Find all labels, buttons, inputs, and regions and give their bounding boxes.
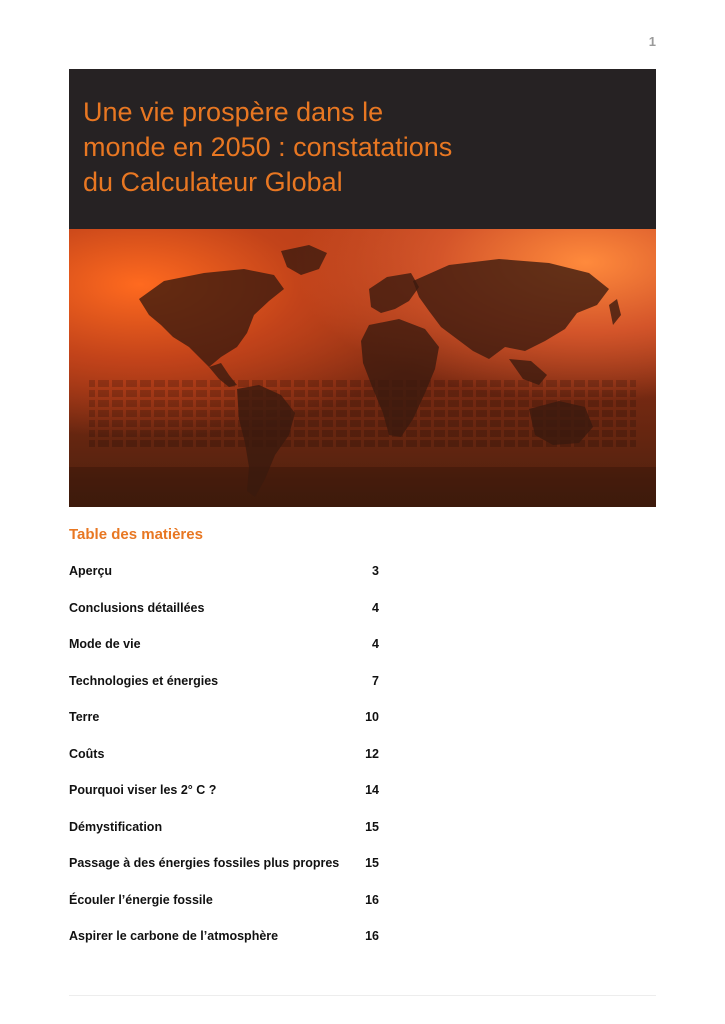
document-title: [83, 95, 643, 200]
toc-entry[interactable]: [69, 635, 381, 672]
toc-entry[interactable]: [69, 818, 381, 855]
toc-entry-page: 15: [365, 856, 379, 870]
footer-divider: [69, 995, 656, 996]
toc-heading: Table des matières: [69, 526, 203, 543]
toc-entry-label: Passage à des énergies fossiles plus propres: [69, 856, 340, 870]
toc-entry-page: 14: [365, 783, 379, 797]
page-number: 1: [648, 34, 656, 49]
toc-entry-label: Mode de vie: [69, 637, 141, 651]
toc-entry[interactable]: [69, 854, 381, 891]
toc-entry[interactable]: [69, 672, 381, 709]
world-map-image: [69, 229, 656, 507]
title-line-3: du Calculateur Global: [83, 167, 343, 197]
toc-entry-page: 16: [365, 929, 379, 943]
toc-entry-label: Aspirer le carbone de l’atmosphère: [69, 929, 279, 943]
toc-entry[interactable]: [69, 599, 381, 636]
toc-entry-label: Technologies et énergies: [69, 673, 219, 688]
toc-entry-label: Écouler l’énergie fossile: [69, 892, 213, 907]
toc-entry-page: 7: [372, 673, 379, 688]
toc-entry-label: Aperçu: [69, 564, 113, 578]
toc-entry[interactable]: [69, 708, 381, 745]
title-band: [69, 69, 656, 229]
toc-entry-label: Coûts: [69, 746, 105, 761]
toc-entry[interactable]: [69, 562, 381, 599]
toc-entry[interactable]: [69, 745, 381, 782]
toc-entry-page: 3: [372, 564, 379, 578]
toc-entry[interactable]: [69, 781, 381, 818]
toc-entry-page: 12: [365, 746, 379, 761]
title-line-2: monde en 2050 : constatations: [83, 132, 453, 162]
toc-entry-page: 10: [365, 710, 379, 724]
toc-entry-page: 15: [365, 819, 379, 834]
table-of-contents: [69, 562, 381, 964]
toc-entry[interactable]: [69, 891, 381, 928]
toc-entry-page: 16: [365, 892, 379, 907]
toc-entry-label: Terre: [69, 710, 100, 724]
toc-entry-page: 4: [372, 637, 379, 651]
toc-entry-label: Pourquoi viser les 2° C ?: [69, 783, 217, 797]
toc-entry[interactable]: [69, 927, 381, 964]
world-map-graphic: [69, 229, 656, 507]
toc-entry-page: 4: [372, 600, 379, 615]
toc-entry-label: Démystification: [69, 819, 163, 834]
cover-banner: [69, 69, 656, 507]
title-line-1: Une vie prospère dans le: [83, 97, 384, 127]
toc-entry-label: Conclusions détaillées: [69, 600, 205, 615]
